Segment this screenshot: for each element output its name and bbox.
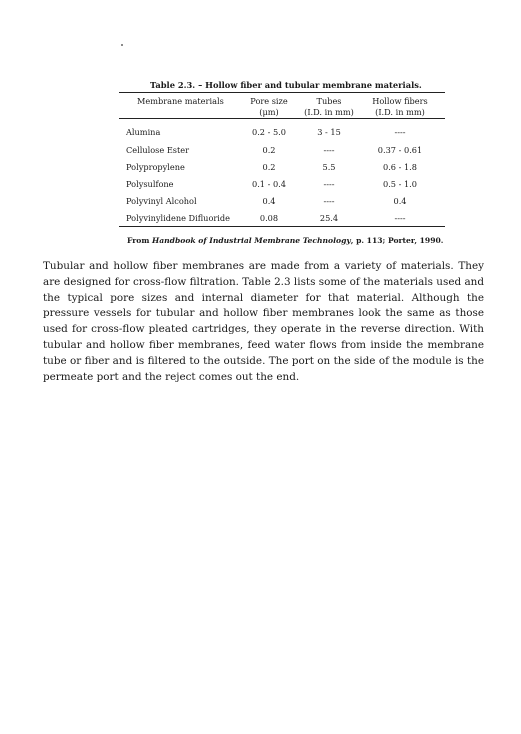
cell-material: Polyvinyl Alcohol	[126, 196, 197, 206]
table-caption: Table 2.3. – Hollow fiber and tubular membrane materials.	[150, 80, 422, 90]
cell-material: Polyvinylidene Difluoride	[126, 213, 231, 223]
source-suffix: , p. 113; Porter, 1990.	[350, 236, 444, 245]
cell-hollow-fibers: ----	[394, 213, 406, 223]
cell-pore-size: 0.2 - 5.0	[251, 127, 286, 137]
table-row	[0, 145, 521, 157]
cell-tubes: ----	[323, 179, 335, 189]
cell-pore-size: 0.4	[262, 196, 276, 206]
cell-hollow-fibers: 0.6 - 1.8	[382, 162, 417, 172]
cell-pore-size: 0.2	[262, 145, 276, 155]
cell-tubes: ----	[323, 196, 335, 206]
header-pore-size-line2: (μm)	[259, 106, 279, 117]
header-hollow-fibers-line2: (I.D. in mm)	[375, 106, 425, 117]
header-hollow-fibers-line1: Hollow fibers	[372, 96, 428, 106]
table-row	[0, 127, 521, 139]
cell-material: Polypropylene	[126, 162, 185, 172]
cell-material: Polysulfone	[126, 179, 174, 189]
cell-hollow-fibers: 0.37 - 0.61	[377, 145, 423, 155]
cell-pore-size: 0.08	[259, 213, 279, 223]
header-membrane-materials	[137, 96, 224, 107]
source-title: Handbook of Industrial Membrane Technology	[152, 236, 351, 245]
table-row	[0, 213, 521, 225]
header-tubes	[294, 96, 364, 117]
table-source-note	[127, 236, 443, 245]
header-pore-size-line1: Pore size	[250, 96, 288, 106]
header-tubes-line2: (I.D. in mm)	[304, 106, 354, 117]
cell-hollow-fibers: 0.5 - 1.0	[382, 179, 417, 189]
table-row	[0, 196, 521, 208]
scan-speck	[121, 44, 123, 46]
cell-tubes: ----	[323, 145, 335, 155]
source-prefix: From	[127, 236, 153, 245]
cell-hollow-fibers: 0.4	[393, 196, 407, 206]
table-row	[0, 162, 521, 174]
cell-material: Cellulose Ester	[126, 145, 190, 155]
cell-tubes: 25.4	[319, 213, 339, 223]
cell-hollow-fibers: ----	[394, 127, 406, 137]
body-paragraph: Tubular and hollow fiber membranes are made from a variety of materials. They are designed for cross-flow filtration. Table 2.3 lists some of the materials used and the typical pore sizes and internal diameter for that material. Although the pressure vessels for tubular and hollow fiber membranes look the same as those used for cross-flow pleated cartridges, they operate in the reverse direction. With tubular and hollow fiber membranes, feed water flows from inside the membrane tube or fiber and is filtered to the outside. The port on the side of the module is the permeate port and the reject comes out the end.	[43, 260, 484, 383]
table-bottom-rule	[119, 226, 445, 227]
cell-pore-size: 0.2	[262, 162, 276, 172]
header-membrane-materials-line1: Membrane materials	[137, 96, 224, 106]
header-hollow-fibers	[362, 96, 438, 117]
table-header-rule	[119, 118, 445, 119]
cell-pore-size: 0.1 - 0.4	[251, 179, 286, 189]
header-tubes-line1: Tubes	[316, 96, 342, 106]
cell-tubes: 5.5	[322, 162, 336, 172]
table-row	[0, 179, 521, 191]
table-top-rule	[119, 92, 445, 93]
cell-material: Alumina	[126, 127, 161, 137]
cell-tubes: 3 - 15	[317, 127, 341, 137]
